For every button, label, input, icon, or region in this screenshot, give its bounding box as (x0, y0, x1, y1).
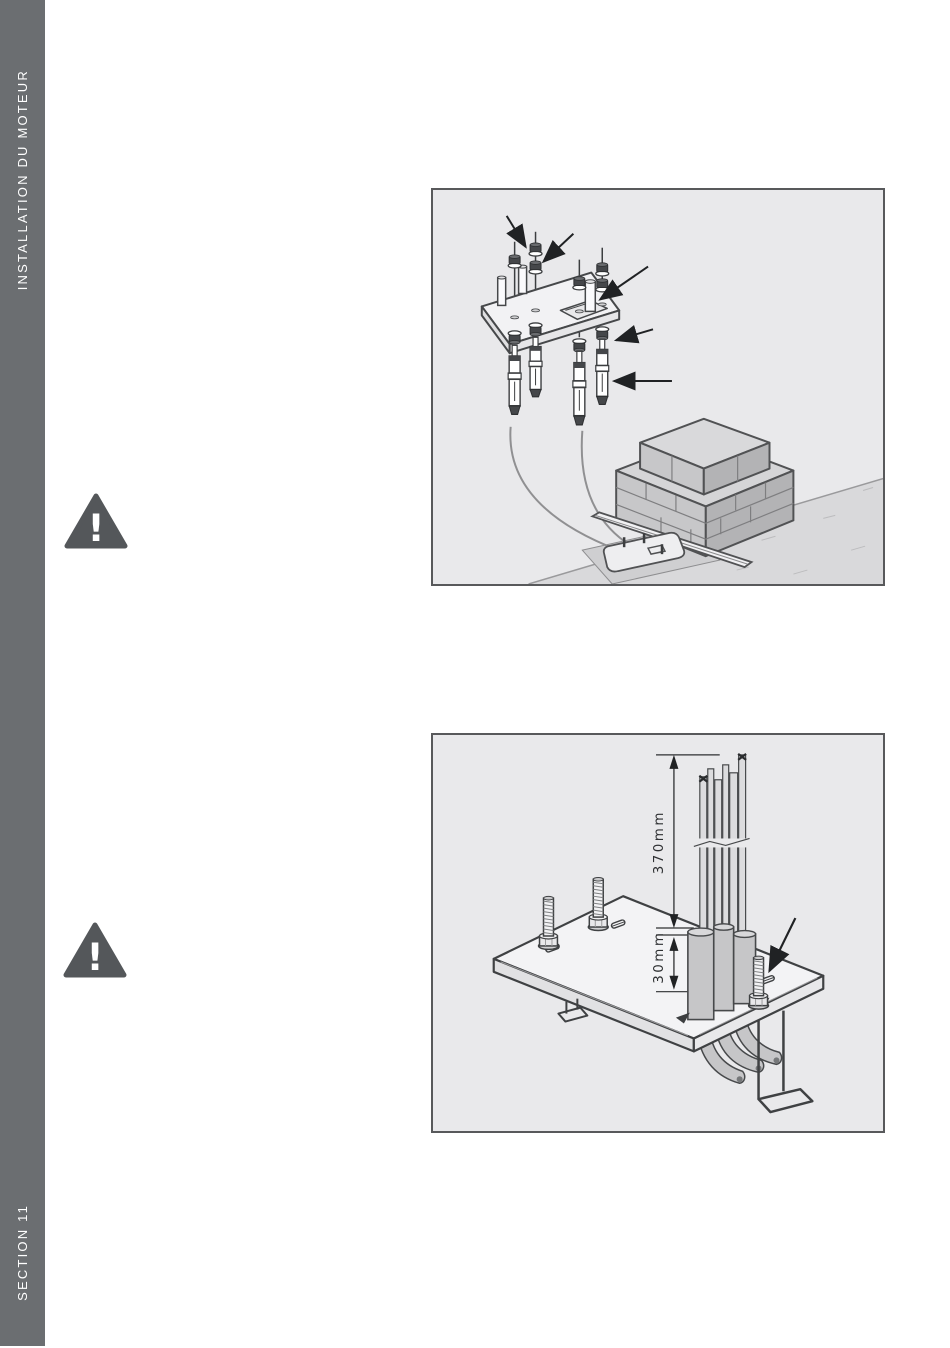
dimension-label-30mm: 30mm (651, 930, 667, 984)
sidebar (0, 0, 45, 1346)
break-line (694, 838, 750, 847)
warning-exclamation: ! (86, 936, 104, 979)
figure-anchor-installation (431, 188, 885, 586)
warning-icon (63, 492, 129, 550)
warning-icon (62, 921, 128, 979)
sidebar-section-title (0, 28, 45, 332)
sidebar-section-number-text: SECTION 11 (15, 1203, 30, 1301)
base-plate-cable-length-illustration (433, 735, 883, 1131)
sidebar-section-title-text: INSTALLATION DU MOTEUR (15, 69, 30, 291)
sleeve-post (585, 282, 595, 312)
sidebar-section-number (0, 1188, 45, 1316)
anchor-bolts (508, 337, 609, 425)
anchor-bolt-exploded-view-illustration (433, 190, 883, 584)
dimension-label-370mm: 370mm (651, 810, 667, 875)
warning-triangle-icon (63, 492, 129, 550)
warning-triangle-icon (62, 921, 128, 979)
figure-cable-dimensions (431, 733, 885, 1133)
warning-exclamation: ! (87, 507, 105, 550)
leader-curves (510, 427, 630, 550)
